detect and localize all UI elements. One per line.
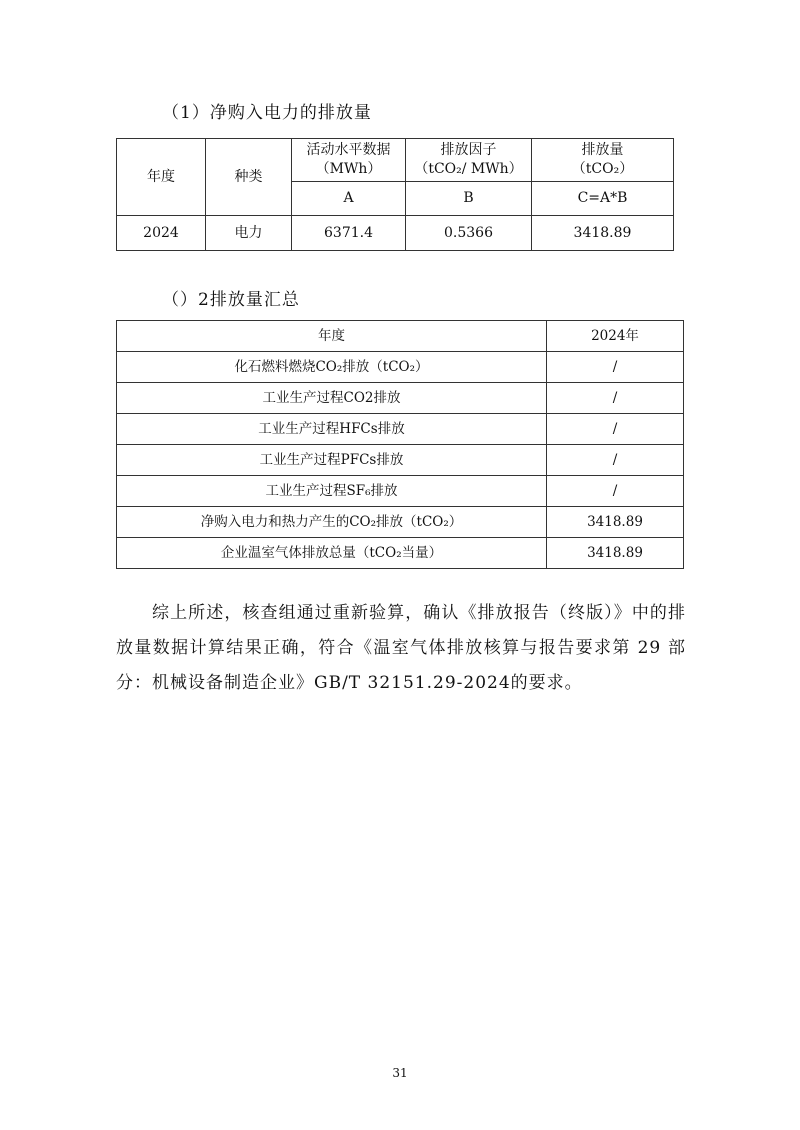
electricity-emission-table <box>116 138 674 251</box>
conclusion-paragraph: 综上所述，核查组通过重新验算，确认《排放报告（终版）》中的排放量数据计算结果正确，符合《温室气体排放核算与报告要求第 29 部分：机械设备制造企业》GB/T 32151.29-2024的要求。 <box>116 603 686 693</box>
sub-a: A <box>292 182 406 216</box>
row-label: 化石燃料燃烧CO₂排放（tCO₂） <box>117 352 547 383</box>
table-row <box>117 538 684 569</box>
row-value: / <box>547 414 684 445</box>
header-activity-label: 活动水平数据 <box>306 142 391 158</box>
header-label: 年度 <box>117 321 547 352</box>
row-value: / <box>547 476 684 507</box>
row-label: 工业生产过程HFCs排放 <box>117 414 547 445</box>
header-type: 种类 <box>206 139 292 216</box>
row-value: / <box>547 383 684 414</box>
row-value: / <box>547 445 684 476</box>
row-label: 工业生产过程PFCs排放 <box>117 445 547 476</box>
section1-title: （1）净购入电力的排放量 <box>162 103 372 123</box>
table-row <box>117 414 684 445</box>
cell-type: 电力 <box>206 216 292 251</box>
page-number: 31 <box>392 1066 408 1080</box>
cell-a: 6371.4 <box>292 216 406 251</box>
table-row <box>117 476 684 507</box>
header-value: 2024年 <box>547 321 684 352</box>
sub-b: B <box>406 182 532 216</box>
cell-year: 2024 <box>117 216 206 251</box>
header-year: 年度 <box>117 139 206 216</box>
cell-b: 0.5366 <box>406 216 532 251</box>
cell-c: 3418.89 <box>532 216 674 251</box>
table-row <box>117 507 684 538</box>
header-emission-unit: （tCO₂） <box>571 161 634 177</box>
table-header-row <box>117 321 684 352</box>
header-factor <box>406 139 532 182</box>
header-emission <box>532 139 674 182</box>
row-label: 工业生产过程SF₆排放 <box>117 476 547 507</box>
row-label: 工业生产过程CO2排放 <box>117 383 547 414</box>
table-row <box>117 445 684 476</box>
row-value: / <box>547 352 684 383</box>
header-activity <box>292 139 406 182</box>
table-row <box>117 383 684 414</box>
emission-summary-table <box>116 320 684 569</box>
sub-c: C=A*B <box>532 182 674 216</box>
row-label: 企业温室气体排放总量（tCO₂当量） <box>117 538 547 569</box>
table-row <box>117 352 684 383</box>
row-value: 3418.89 <box>547 538 684 569</box>
row-value: 3418.89 <box>547 507 684 538</box>
header-emission-label: 排放量 <box>581 142 624 158</box>
header-activity-unit: （MWh） <box>315 161 382 177</box>
row-label: 净购入电力和热力产生的CO₂排放（tCO₂） <box>117 507 547 538</box>
table-row <box>117 216 674 251</box>
header-factor-label: 排放因子 <box>440 142 497 158</box>
section2-title: （）2排放量汇总 <box>162 290 300 310</box>
header-factor-unit: （tCO₂/ MWh） <box>414 161 523 177</box>
